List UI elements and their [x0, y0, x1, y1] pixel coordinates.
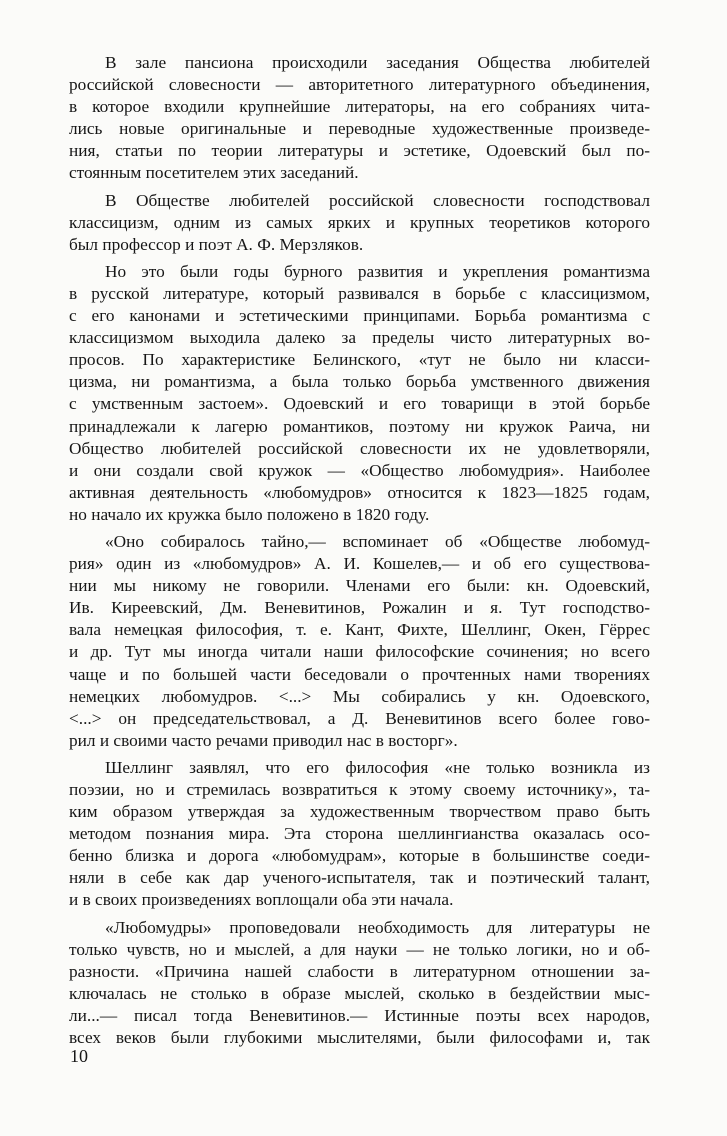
text-line: Но это были годы бурного развития и укрепления романтизма: [105, 261, 650, 281]
text-line: ким образом утверждая за художественным творчеством право быть: [69, 802, 650, 822]
text-line: в которое входили крупнейшие литераторы, на его собраниях чита-: [69, 97, 650, 117]
text-line: бенно близка и дорога «любомудрам», которые в большинстве соеди-: [69, 846, 650, 866]
text-line: и они создали свой кружок — «Общество любомудрия». Наиболее: [69, 460, 650, 480]
text-line: цизма, ни романтизма, а была только борьба умственного движения: [69, 372, 650, 392]
paragraph-koshelev-quote: [69, 531, 650, 752]
text-line: классицизмом выходила далеко за пределы чисто литературных во-: [69, 328, 650, 348]
text-line: ли...— писал тогда Веневитинов.— Истинные поэты всех народов,: [69, 1005, 650, 1025]
text-line: и в своих произведениях воплощали оба эти начала.: [69, 890, 454, 910]
text-line: рия» один из «любомудров» А. И. Кошелев,— и об его существова-: [69, 554, 650, 574]
text-line: методом познания мира. Эта сторона шеллингианства оказалась осо-: [69, 824, 650, 844]
paragraph-romanticism: [69, 261, 650, 526]
text-line: чаще и по большей части беседовали о прочтенных нами творениях: [69, 664, 650, 684]
text-line: Общество любителей российской словесности их не удовлетворяли,: [69, 438, 650, 458]
text-line: вала немецкая философия, т. е. Кант, Фихте, Шеллинг, Окен, Гёррес: [69, 620, 650, 640]
text-line: только чувств, но и мыслей, а для науки — не только логики, но и об-: [69, 939, 650, 959]
text-line: ключалась не столько в образе мыслей, сколько в бездействии мыс-: [69, 983, 650, 1003]
page-number: 10: [70, 1046, 88, 1066]
text-line: был профессор и поэт А. Ф. Мерзляков.: [69, 234, 364, 254]
text-line: «Оно собиралось тайно,— вспоминает об «Обществе любомуд-: [105, 531, 650, 551]
text-line: Ив. Киреевский, Дм. Веневитинов, Рожалин и я. Тут господство-: [69, 598, 650, 618]
text-line: всех веков были глубокими мыслителями, были философами и, так: [69, 1028, 650, 1048]
text-line: просов. По характеристике Белинского, «тут не было ни класси-: [69, 350, 650, 370]
text-line: с его канонами и эстетическими принципами. Борьба романтизма с: [69, 306, 650, 326]
paragraph-schelling: [69, 757, 650, 912]
text-line: немецких любомудров. <...> Мы собирались у кн. Одоевского,: [69, 686, 650, 706]
text-line: и др. Тут мы иногда читали наши философские сочинения; но всего: [69, 642, 650, 662]
text-line: рил и своими часто речами приводил нас в восторг».: [69, 730, 458, 750]
text-line: <...> он председательствовал, а Д. Веневитинов всего более гово-: [69, 708, 650, 728]
paragraph-society: [69, 52, 650, 185]
text-line: «Любомудры» проповедовали необходимость для литературы не: [105, 917, 650, 937]
paragraph-classicism: [69, 190, 650, 256]
text-line: поэзии, но и стремилась возвратиться к этому своему источнику», та-: [69, 780, 650, 799]
text-line: классицизм, одним из самых ярких и крупных теоретиков которого: [69, 212, 650, 232]
text-line: стоянным посетителем этих заседаний.: [69, 163, 359, 183]
text-line: В Обществе любителей российской словесности господствовал: [105, 190, 650, 210]
paragraph-lyubomudry: [69, 917, 650, 1050]
text-line: но начало их кружка было положено в 1820 году.: [69, 504, 430, 524]
text-line: активная деятельность «любомудров» относится к 1823—1825 годам,: [69, 482, 650, 502]
body-text: [69, 52, 650, 1054]
text-line: российской словесности — авторитетного литературного объединения,: [69, 75, 650, 95]
text-line: ния, статьи по теории литературы и эстетике, Одоевский был по-: [69, 141, 650, 161]
text-line: лись новые оригинальные и переводные художественные произведе-: [69, 119, 650, 139]
text-line: Шеллинг заявлял, что его философия «не только возникла из: [105, 757, 650, 777]
text-line: разности. «Причина нашей слабости в литературном отношении за-: [69, 961, 650, 981]
text-line: в русской литературе, который развивался в борьбе с классицизмом,: [69, 283, 650, 303]
text-line: В зале пансиона происходили заседания Общества любителей: [105, 53, 650, 72]
text-line: принадлежали к лагерю романтиков, поэтому ни кружок Раича, ни: [69, 416, 650, 436]
text-line: няли в себе как дар ученого-испытателя, так и поэтический талант,: [69, 868, 650, 888]
text-line: с умственным застоем». Одоевский и его товарищи в этой борьбе: [69, 394, 650, 414]
text-line: нии мы никому не говорили. Членами его были: кн. Одоевский,: [69, 576, 650, 596]
